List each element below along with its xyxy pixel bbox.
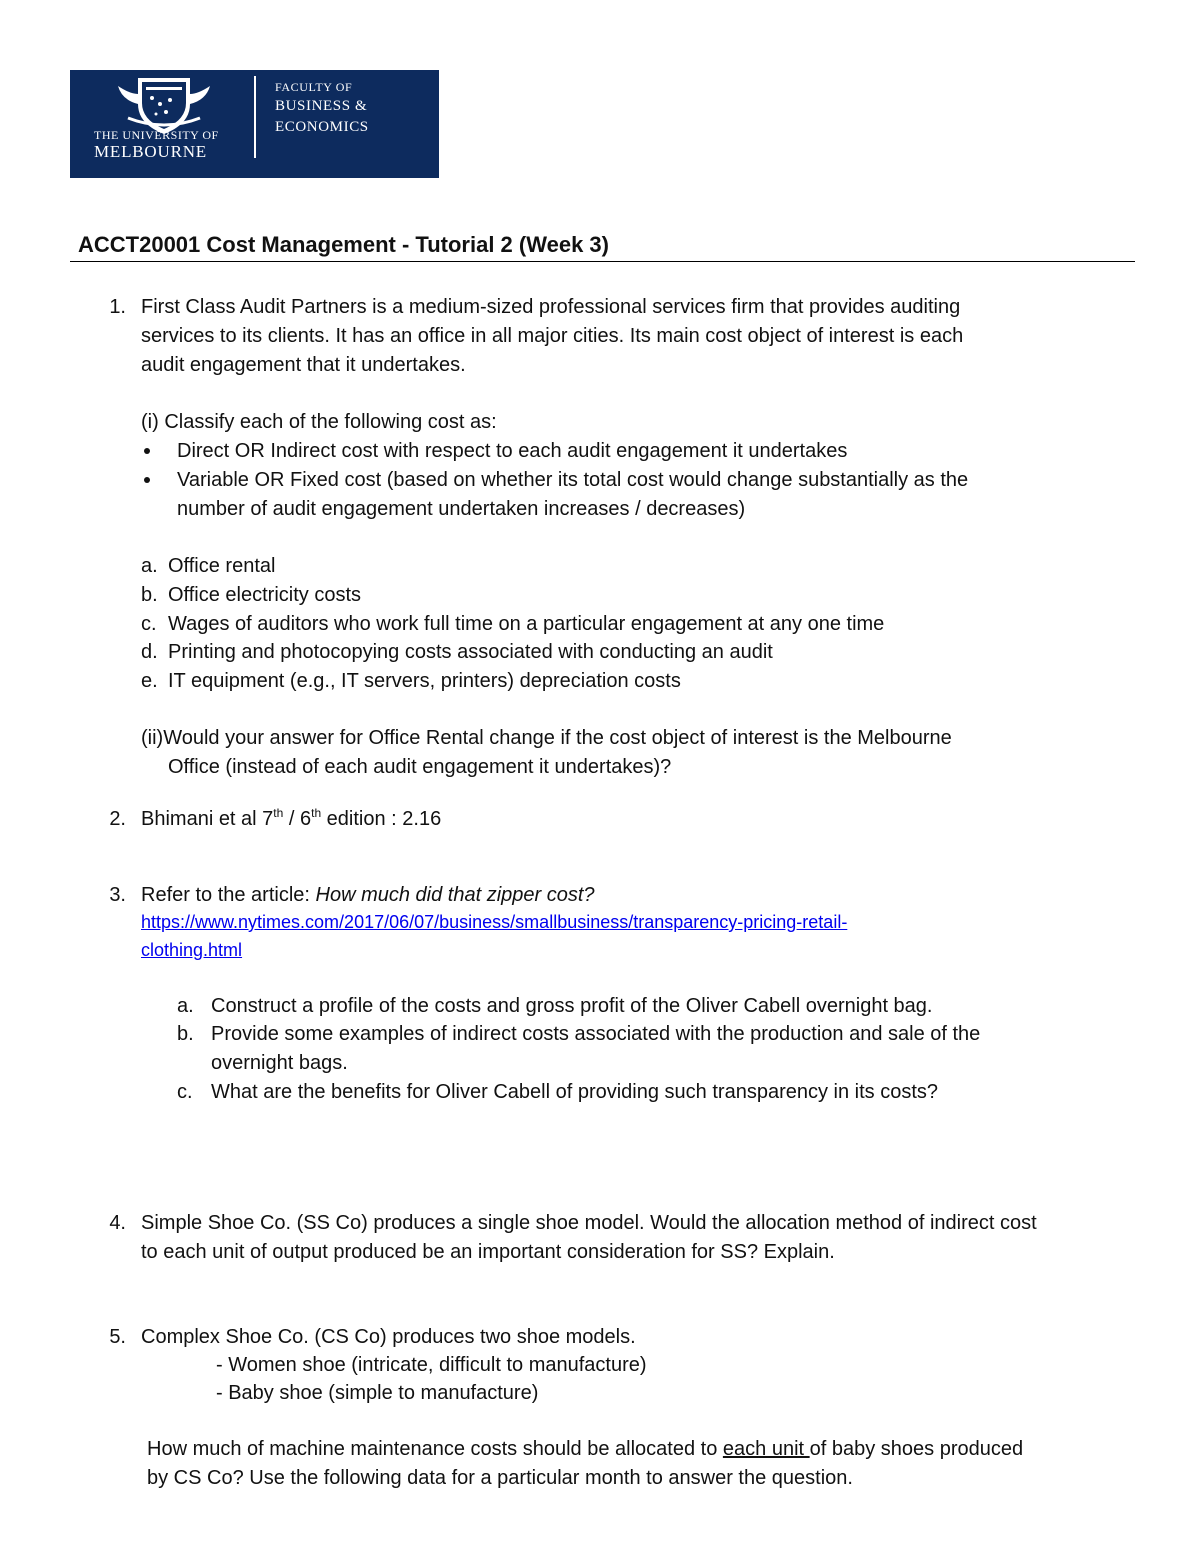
q1-item-e: IT equipment (e.g., IT servers, printers) depreciation costs: [168, 670, 681, 692]
logo-university-line1: THE UNIVERSITY OF: [94, 128, 219, 142]
q3-item-a: Construct a profile of the costs and gross profit of the Oliver Cabell overnight bag.: [211, 995, 933, 1017]
q1-item-a: Office rental: [168, 555, 276, 577]
q5-paragraph-line1: [147, 1438, 1023, 1461]
q2-text: [141, 808, 441, 831]
q1-line-1: First Class Audit Partners is a medium-sized professional services firm that provides auditing: [141, 296, 961, 318]
q3-prefix: Refer to the article:: [141, 884, 316, 906]
q3-item-b: Provide some examples of indirect costs associated with the production and sale of the: [211, 1023, 981, 1045]
q1-item-letter-e: e.: [141, 670, 158, 692]
bullet-icon: [144, 448, 150, 454]
q3-item-letter-c: c.: [177, 1081, 193, 1103]
q4-line2: to each unit of output produced be an important consideration for SS? Explain.: [141, 1241, 835, 1263]
q1-number: 1.: [109, 296, 126, 318]
q1-item-letter-c: c.: [141, 613, 157, 635]
q1-part-ii-line1: (ii)Would your answer for Office Rental change if the cost object of interest is the Melbourne: [141, 727, 952, 749]
q1-item-letter-d: d.: [141, 641, 158, 663]
article-link[interactable]: https://www.nytimes.com/2017/06/07/business/smallbusiness/transparency-pricing-retail-: [141, 912, 848, 932]
q5-model-women: - Women shoe (intricate, difficult to manufacture): [216, 1354, 647, 1376]
q1-item-b: Office electricity costs: [168, 584, 362, 606]
logo-faculty-line3: ECONOMICS: [275, 119, 369, 135]
q2-sup-2: th: [311, 806, 322, 820]
q3-item-b-cont: overnight bags.: [211, 1052, 348, 1074]
q5-para-emphasis: each unit: [722, 1438, 810, 1460]
q1-item-letter-b: b.: [141, 584, 158, 606]
logo-faculty-line1: FACULTY OF: [275, 80, 353, 94]
q1-line-3: audit engagement that it undertakes.: [141, 354, 466, 376]
q2-suffix: edition : 2.16: [321, 808, 442, 830]
title-underline-divider: [70, 261, 1135, 262]
bullet-icon: [144, 477, 150, 483]
q1-part-i: (i) Classify each of the following cost as:: [141, 411, 497, 433]
university-crest-icon: [108, 74, 220, 136]
logo-university-line2: MELBOURNE: [94, 142, 207, 161]
q2-number: 2.: [109, 808, 126, 830]
q3-item-letter-b: b.: [177, 1023, 194, 1045]
q3-text: [141, 884, 595, 907]
q1-bullet-2: Variable OR Fixed cost (based on whether its total cost would change substantially as the: [177, 469, 969, 491]
page-title: ACCT20001 Cost Management - Tutorial 2 (Week 3): [78, 232, 609, 257]
q1-item-letter-a: a.: [141, 555, 158, 577]
q5-para-prefix: How much of machine maintenance costs should be allocated to: [147, 1438, 723, 1460]
q3-number: 3.: [109, 884, 126, 906]
q3-item-c: What are the benefits for Oliver Cabell of providing such transparency in its costs?: [211, 1081, 939, 1103]
logo-divider: [254, 76, 256, 158]
q5-para-suffix: of baby shoes produced: [809, 1438, 1024, 1460]
q5-paragraph-line2: by CS Co? Use the following data for a particular month to answer the question.: [147, 1467, 853, 1489]
q5-model-baby: - Baby shoe (simple to manufacture): [216, 1382, 539, 1404]
q3-url-line1-wrap: [141, 912, 847, 933]
q4-line1: Simple Shoe Co. (SS Co) produces a single shoe model. Would the allocation method of indirect cost: [141, 1212, 1037, 1234]
q5-line1: Complex Shoe Co. (CS Co) produces two shoe models.: [141, 1326, 636, 1348]
q2-sup-1: th: [273, 806, 284, 820]
q3-url-line2-wrap: [141, 940, 242, 961]
q5-number: 5.: [109, 1326, 126, 1348]
q1-bullet-2-cont: number of audit engagement undertaken increases / decreases): [177, 498, 746, 520]
university-logo: [70, 70, 439, 178]
q2-mid: / 6: [283, 808, 312, 830]
q4-number: 4.: [109, 1212, 126, 1234]
q1-bullet-1: Direct OR Indirect cost with respect to each audit engagement it undertakes: [177, 440, 848, 462]
q1-item-d: Printing and photocopying costs associated with conducting an audit: [168, 641, 773, 663]
q3-article-title: How much did that zipper cost?: [315, 884, 595, 906]
article-link-cont[interactable]: clothing.html: [141, 940, 243, 960]
logo-faculty-line2: BUSINESS &: [275, 98, 368, 114]
q3-item-letter-a: a.: [177, 995, 194, 1017]
q1-part-ii-line2: Office (instead of each audit engagement it undertakes)?: [168, 756, 672, 778]
q2-prefix: Bhimani et al 7: [141, 808, 274, 830]
q1-line-2: services to its clients. It has an office in all major cities. Its main cost object of interest is each: [141, 325, 964, 347]
q1-item-c: Wages of auditors who work full time on a particular engagement at any one time: [168, 613, 885, 635]
